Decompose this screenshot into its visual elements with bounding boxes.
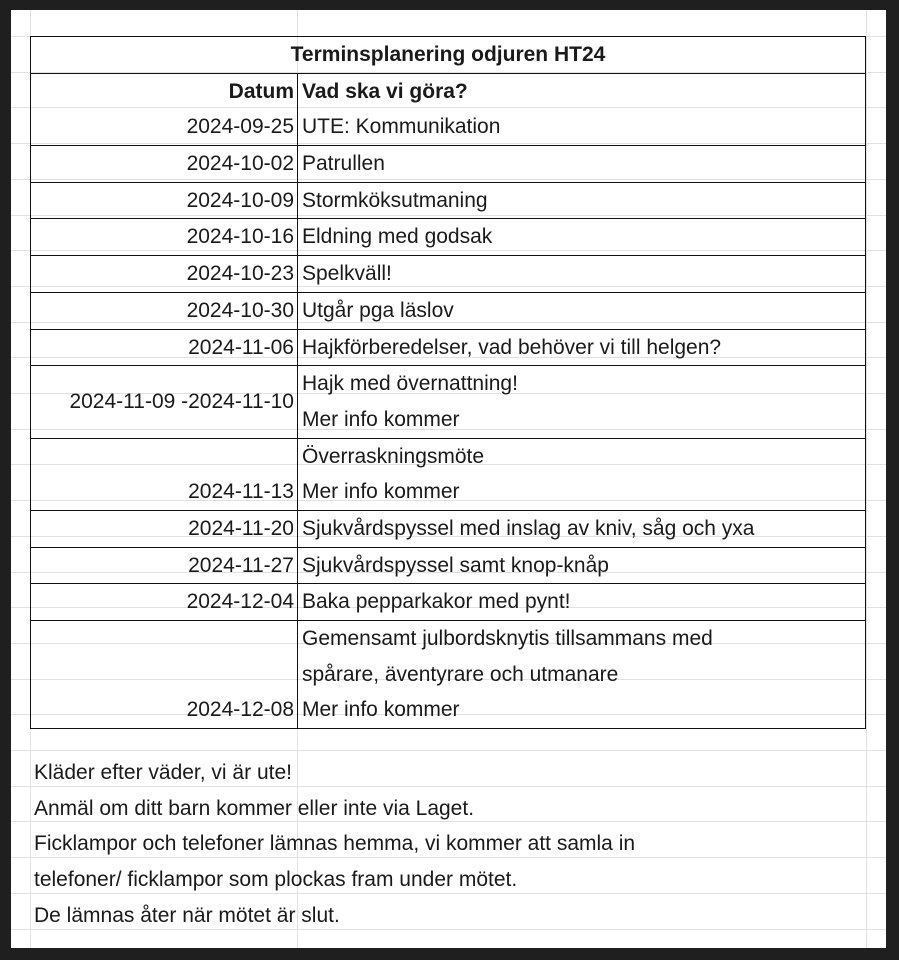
note-line[interactable]: Ficklampor och telefoner lämnas hemma, vi kommer att samla in bbox=[34, 832, 636, 856]
note-line[interactable]: Kläder efter väder, vi är ute! bbox=[34, 761, 292, 784]
gridline bbox=[866, 10, 867, 948]
date-cell[interactable]: 2024-09-25 bbox=[31, 109, 298, 145]
activity-line: Hajkförberedelser, vad behöver vi till helgen? bbox=[302, 335, 722, 359]
note-line[interactable]: De lämnas åter när mötet är slut. bbox=[34, 903, 340, 927]
table-row bbox=[31, 218, 865, 255]
date-cell[interactable]: 2024-10-23 bbox=[31, 256, 298, 292]
activity-line: Överraskningsmöte bbox=[302, 444, 485, 468]
activity-line: Baka pepparkakor med pynt! bbox=[302, 590, 571, 614]
note-line[interactable]: telefoner/ ficklampor som plockas fram under mötet. bbox=[34, 868, 518, 892]
activity-cell[interactable] bbox=[298, 366, 865, 437]
activity-line: Mer info kommer bbox=[302, 407, 460, 431]
date-cell[interactable]: 2024-10-30 bbox=[31, 293, 298, 329]
activity-cell[interactable] bbox=[298, 256, 865, 292]
date-cell[interactable]: 2024-11-13 bbox=[31, 439, 298, 510]
table-row bbox=[31, 547, 865, 584]
activity-cell[interactable] bbox=[298, 511, 865, 547]
spreadsheet-sheet bbox=[11, 10, 886, 948]
activity-cell[interactable] bbox=[298, 621, 865, 728]
gridline bbox=[11, 750, 886, 751]
table-row bbox=[31, 510, 865, 547]
activity-line: Patrullen bbox=[302, 152, 385, 176]
schedule-table bbox=[30, 36, 866, 729]
table-row bbox=[31, 329, 865, 366]
activity-cell[interactable] bbox=[298, 548, 865, 584]
date-cell[interactable]: 2024-12-08 bbox=[31, 621, 298, 728]
activity-line: Utgår pga läslov bbox=[302, 298, 454, 322]
table-row bbox=[31, 620, 865, 728]
activity-line: Eldning med godsak bbox=[302, 225, 493, 249]
date-cell[interactable]: 2024-11-09 -2024-11-10 bbox=[31, 366, 298, 437]
activity-cell[interactable] bbox=[298, 439, 865, 510]
table-row bbox=[31, 292, 865, 329]
notes bbox=[34, 755, 635, 933]
date-cell[interactable]: 2024-11-27 bbox=[31, 548, 298, 584]
activity-line: Mer info kommer bbox=[302, 698, 460, 722]
note-line[interactable]: Anmäl om ditt barn kommer eller inte via Laget. bbox=[34, 796, 475, 820]
header-date[interactable]: Datum bbox=[31, 74, 298, 110]
activity-line: Sjukvårdspyssel samt knop-knåp bbox=[302, 553, 609, 577]
date-cell[interactable]: 2024-10-16 bbox=[31, 219, 298, 255]
table-row bbox=[31, 365, 865, 437]
activity-line: Gemensamt julbordsknytis tillsammans med bbox=[302, 627, 713, 651]
activity-line: Hajk med övernattning! bbox=[302, 372, 518, 396]
activity-cell[interactable] bbox=[298, 330, 865, 366]
activity-line: Mer info kommer bbox=[302, 480, 460, 504]
activity-line: Stormköksutmaning bbox=[302, 188, 488, 212]
table-title[interactable]: Terminsplanering odjuren HT24 bbox=[290, 43, 606, 66]
activity-line: Sjukvårdspyssel med inslag av kniv, såg och yxa bbox=[302, 516, 755, 540]
table-row bbox=[31, 109, 865, 145]
activity-cell[interactable] bbox=[298, 584, 865, 620]
table-row bbox=[31, 182, 865, 219]
activity-cell[interactable] bbox=[298, 109, 865, 145]
activity-cell[interactable] bbox=[298, 146, 865, 182]
activity-cell[interactable] bbox=[298, 183, 865, 219]
title-row bbox=[31, 37, 865, 73]
date-cell[interactable]: 2024-10-02 bbox=[31, 146, 298, 182]
table-row bbox=[31, 438, 865, 510]
activity-line: Spelkväll! bbox=[302, 262, 392, 286]
activity-cell[interactable] bbox=[298, 293, 865, 329]
table-row bbox=[31, 583, 865, 620]
activity-cell[interactable] bbox=[298, 219, 865, 255]
header-row bbox=[31, 73, 865, 110]
activity-line: spårare, äventyrare och utmanare bbox=[302, 662, 619, 686]
date-cell[interactable]: 2024-12-04 bbox=[31, 584, 298, 620]
date-cell[interactable]: 2024-10-09 bbox=[31, 183, 298, 219]
activity-line: UTE: Kommunikation bbox=[302, 115, 501, 139]
table-row bbox=[31, 255, 865, 292]
header-activity[interactable]: Vad ska vi göra? bbox=[302, 79, 468, 103]
date-cell[interactable]: 2024-11-06 bbox=[31, 330, 298, 366]
date-cell[interactable]: 2024-11-20 bbox=[31, 511, 298, 547]
table-row bbox=[31, 145, 865, 182]
